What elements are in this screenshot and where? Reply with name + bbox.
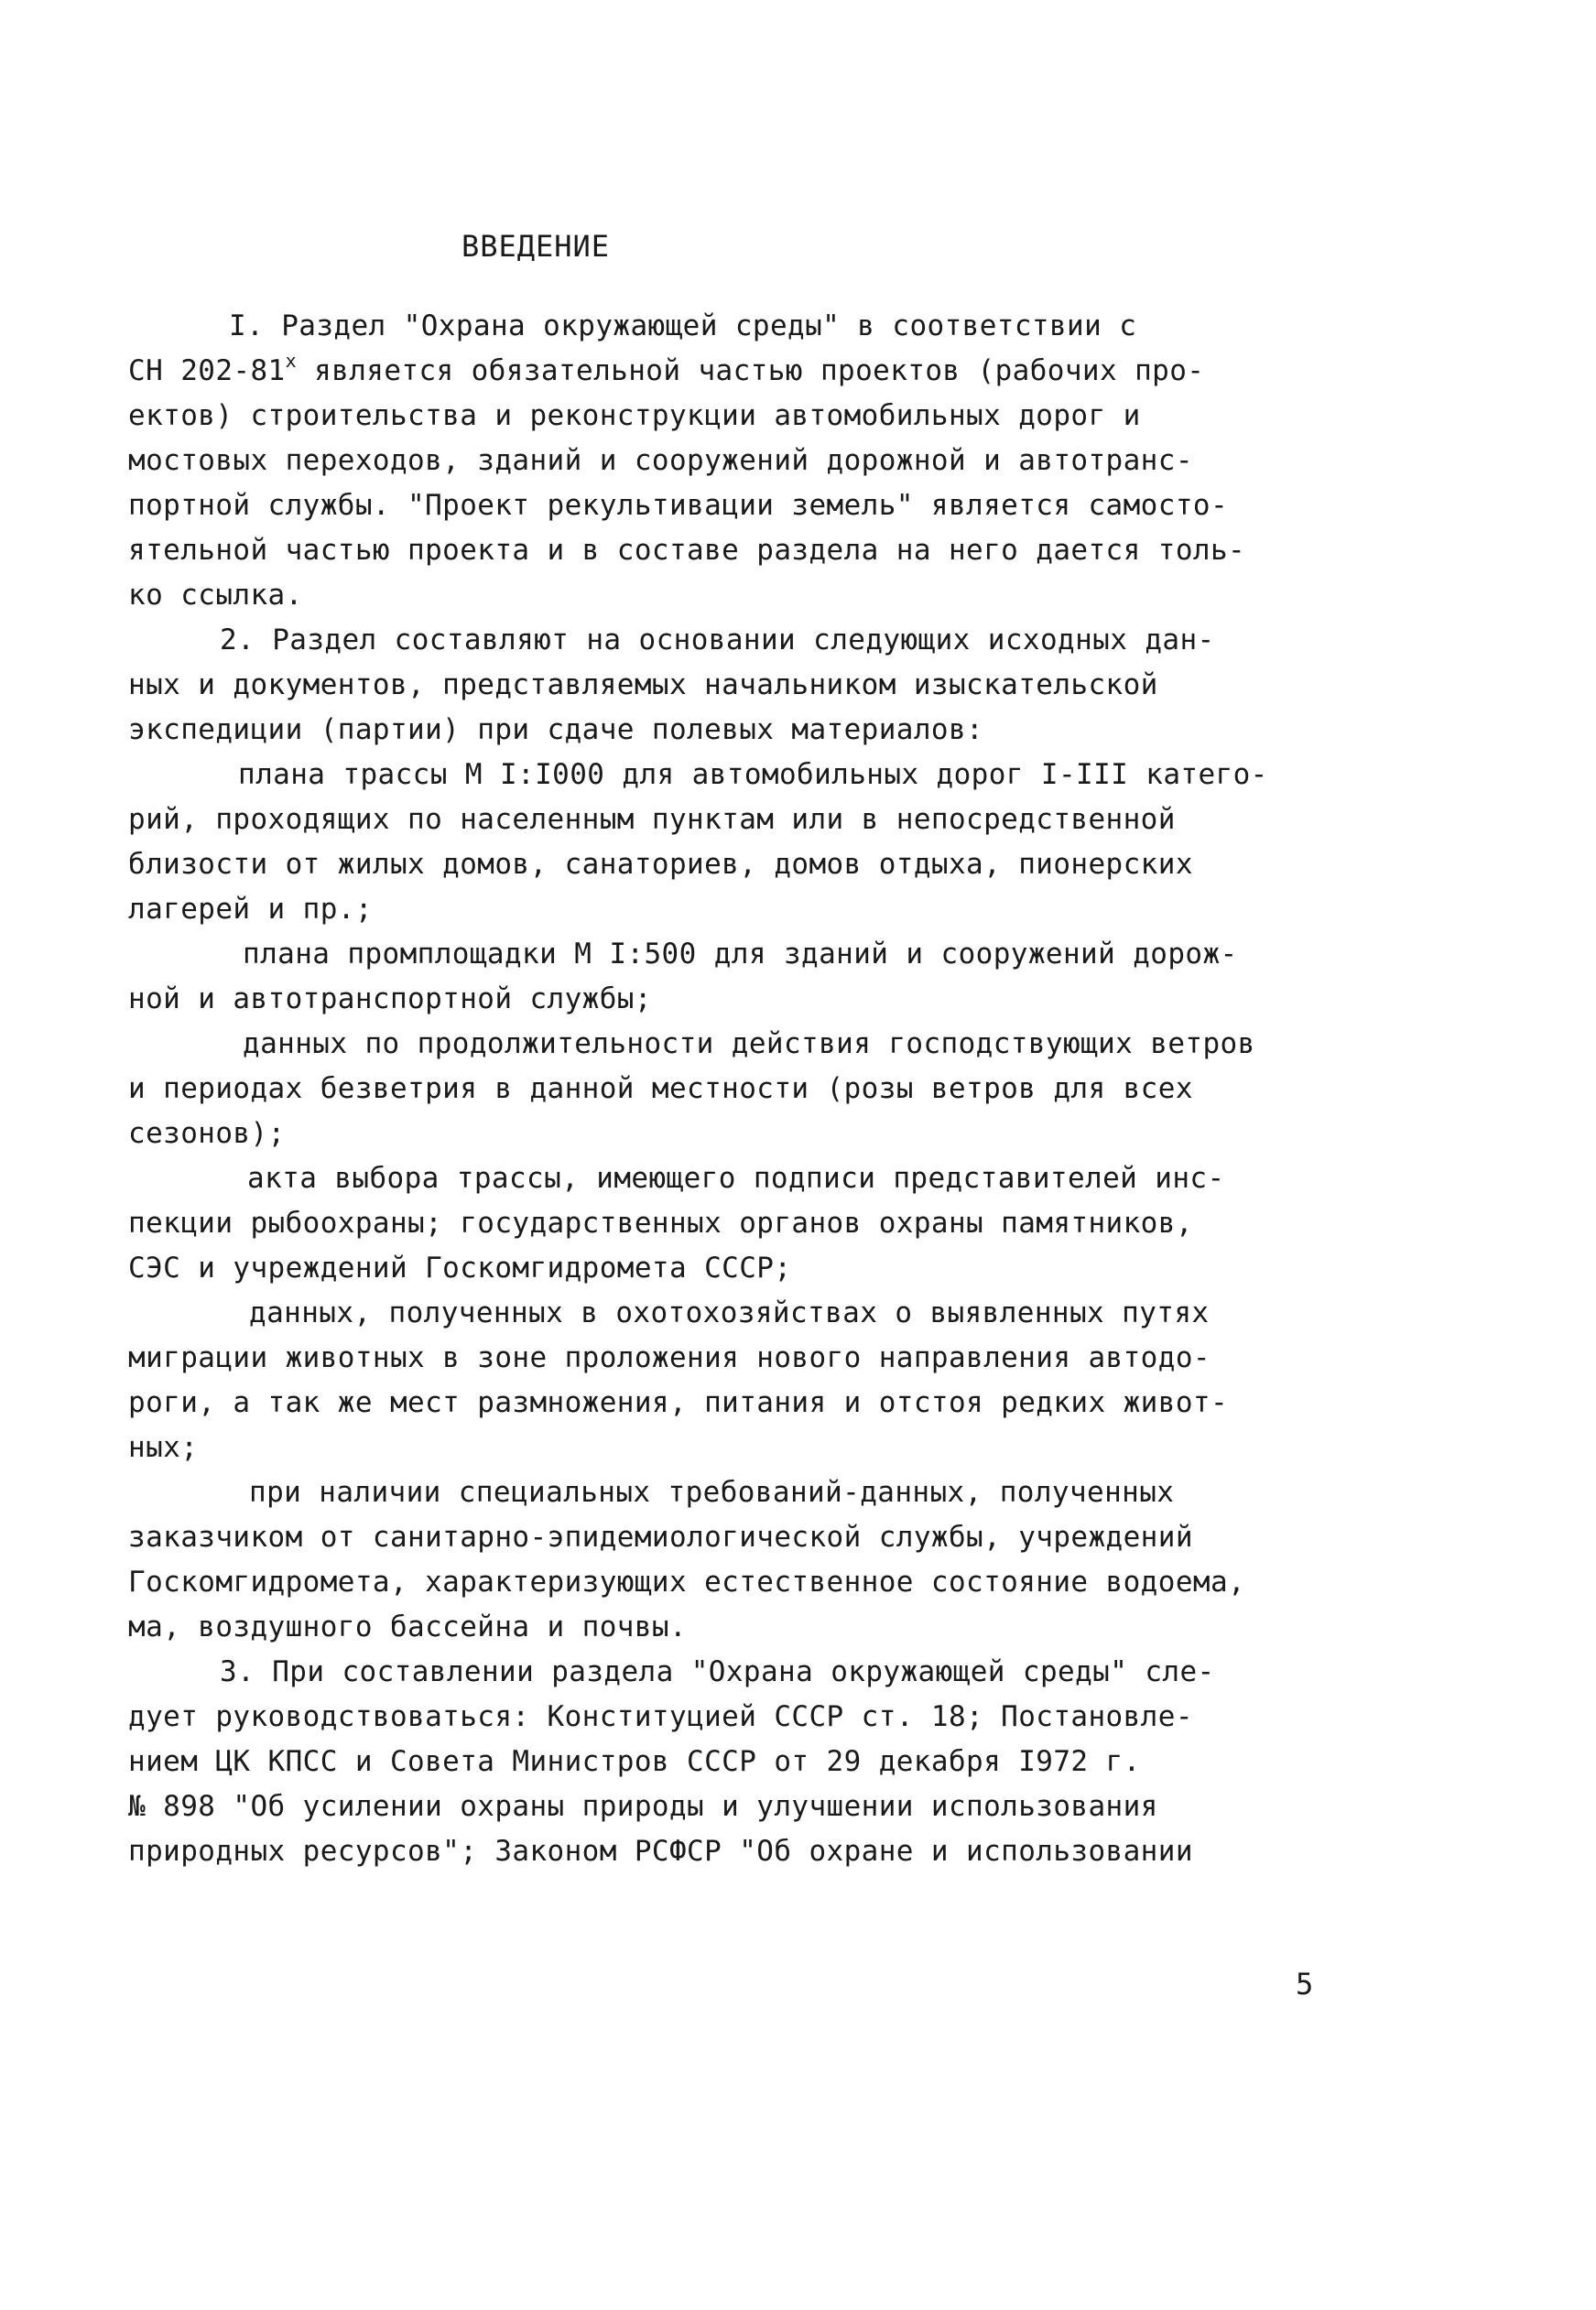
- text-line: [128, 1291, 1392, 1336]
- text-line: [128, 1112, 1392, 1156]
- text-line-content: роги, а так же мест размножения, питания и отстоя редких живот-: [128, 1386, 1229, 1419]
- text-line: [128, 708, 1392, 753]
- text-line: [128, 1784, 1392, 1829]
- text-line: [128, 439, 1392, 483]
- text-line: [128, 1426, 1392, 1470]
- text-line-content: мостовых переходов, зданий и сооружений дорожной и автотранс-: [128, 444, 1193, 477]
- text-line: [128, 1605, 1392, 1650]
- text-line-content: данных по продолжительности действия господствующих ветров: [243, 1027, 1255, 1060]
- text-line-content: и периодах безветрия в данной местности (розы ветров для всех: [128, 1072, 1193, 1105]
- text-line: [128, 394, 1392, 439]
- text-line: [128, 573, 1392, 618]
- text-line: [128, 1201, 1392, 1246]
- text-line-content: заказчиком от санитарно-эпидемиологической службы, учреждений: [128, 1521, 1193, 1554]
- text-line-content: данных, полученных в охотохозяйствах о выявленных путях: [249, 1296, 1210, 1329]
- text-line: [128, 1022, 1392, 1067]
- text-line: [128, 1515, 1392, 1560]
- text-line-content: акта выбора трассы, имеющего подписи представителей инс-: [247, 1162, 1225, 1195]
- text-line-content: ятельной частью проекта и в составе раздела на него дается толь-: [128, 534, 1246, 567]
- text-line-content: дует руководствоваться: Конституцией СССР ст. 18; Постановле-: [128, 1700, 1193, 1733]
- text-line-content: миграции животных в зоне проложения нового направления автодо-: [128, 1341, 1211, 1374]
- text-line: [128, 977, 1392, 1022]
- text-line-content: плана промплощадки М I:500 для зданий и сооружений дорож-: [243, 938, 1238, 971]
- text-line-content: близости от жилых домов, санаториев, домов отдыха, пионерских: [128, 848, 1193, 881]
- text-line: [128, 1067, 1392, 1112]
- text-line-content: портной службы. "Проект рекультивации земель" является самосто-: [128, 489, 1229, 522]
- text-line: [128, 797, 1392, 842]
- text-line: [128, 887, 1392, 932]
- text-line-content: экспедиции (партии) при сдаче полевых материалов:: [128, 713, 984, 746]
- text-line-content: ма, воздушного бассейна и почвы.: [128, 1610, 688, 1643]
- text-line: [128, 483, 1392, 528]
- text-line: [128, 1560, 1392, 1605]
- text-line: [128, 932, 1392, 977]
- page-title: ВВЕДЕНИЕ: [461, 229, 611, 264]
- text-line-content: рий, проходящих по населенным пунктам или в непосредственной: [128, 803, 1176, 836]
- text-line-continuation: является обязательной частью проектов (рабочих про-: [297, 354, 1205, 387]
- text-line: [128, 1695, 1392, 1740]
- text-line: [128, 1740, 1392, 1784]
- text-line-content: 2. Раздел составляют на основании следующих исходных дан-: [220, 624, 1215, 656]
- text-line: [128, 618, 1392, 663]
- text-line-content: ектов) строительства и реконструкции автомобильных дорог и: [128, 399, 1141, 432]
- text-line-content: 3. При составлении раздела "Охрана окружающей среды" сле-: [220, 1655, 1215, 1688]
- text-line-content: СН 202-81: [128, 354, 286, 387]
- page-number: 5: [1296, 1967, 1314, 2001]
- text-line: [128, 842, 1392, 887]
- text-line: [128, 1829, 1392, 1874]
- text-line: [128, 1381, 1392, 1426]
- text-line: [128, 1470, 1392, 1515]
- text-line-content: лагерей и пр.;: [128, 893, 373, 926]
- text-line-content: СЭС и учреждений Госкомгидромета СССР;: [128, 1252, 792, 1285]
- text-line-content: ной и автотранспортной службы;: [128, 982, 652, 1015]
- text-line: [128, 528, 1392, 573]
- text-line: [128, 349, 1392, 394]
- text-line-content: ко ссылка.: [128, 579, 303, 612]
- text-line-content: ных;: [128, 1431, 199, 1464]
- text-line: [128, 1336, 1392, 1381]
- text-line-content: сезонов);: [128, 1117, 286, 1150]
- text-line-content: № 898 "Об усилении охраны природы и улучшении использования: [128, 1790, 1158, 1823]
- text-line: [128, 1650, 1392, 1695]
- text-line: [128, 1246, 1392, 1291]
- text-line-content: плана трассы М I:I000 для автомобильных дорог I-III катего-: [238, 758, 1268, 791]
- text-line: [128, 663, 1392, 708]
- text-line-content: при наличии специальных требований-данных, полученных: [249, 1476, 1175, 1509]
- text-line-content: ных и документов, представляемых начальником изыскательской: [128, 668, 1158, 701]
- superscript: x: [285, 350, 298, 372]
- text-line: [128, 753, 1392, 797]
- text-line-content: природных ресурсов"; Законом РСФСР "Об охране и использовании: [128, 1835, 1193, 1868]
- text-line-content: Госкомгидромета, характеризующих естественное состояние водоема,: [128, 1566, 1246, 1599]
- text-line: [128, 1156, 1392, 1201]
- text-line-content: нием ЦК КПСС и Совета Министров СССР от 29 декабря I972 г.: [128, 1745, 1141, 1778]
- text-line-content: I. Раздел "Охрана окружающей среды" в соответствии с: [229, 309, 1137, 342]
- text-line: [128, 304, 1392, 349]
- body-text: [128, 304, 1392, 1874]
- text-line-content: пекции рыбоохраны; государственных органов охраны памятников,: [128, 1207, 1193, 1240]
